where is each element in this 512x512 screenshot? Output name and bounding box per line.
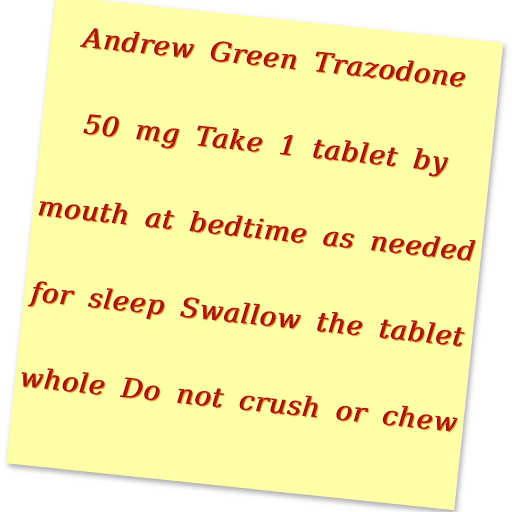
note-line-3: mouth at bedtime as needed (36, 191, 478, 269)
note-line-1: Andrew Green Trazodone (82, 23, 469, 95)
note-line-5: whole Do not crush or chew (19, 362, 460, 440)
sticky-note (7, 0, 504, 510)
handwritten-instructions (7, 0, 504, 510)
note-line-2: 50 mg Take 1 tablet by (82, 109, 451, 179)
note-line-4: for sleep Swallow the tablet (30, 276, 467, 354)
